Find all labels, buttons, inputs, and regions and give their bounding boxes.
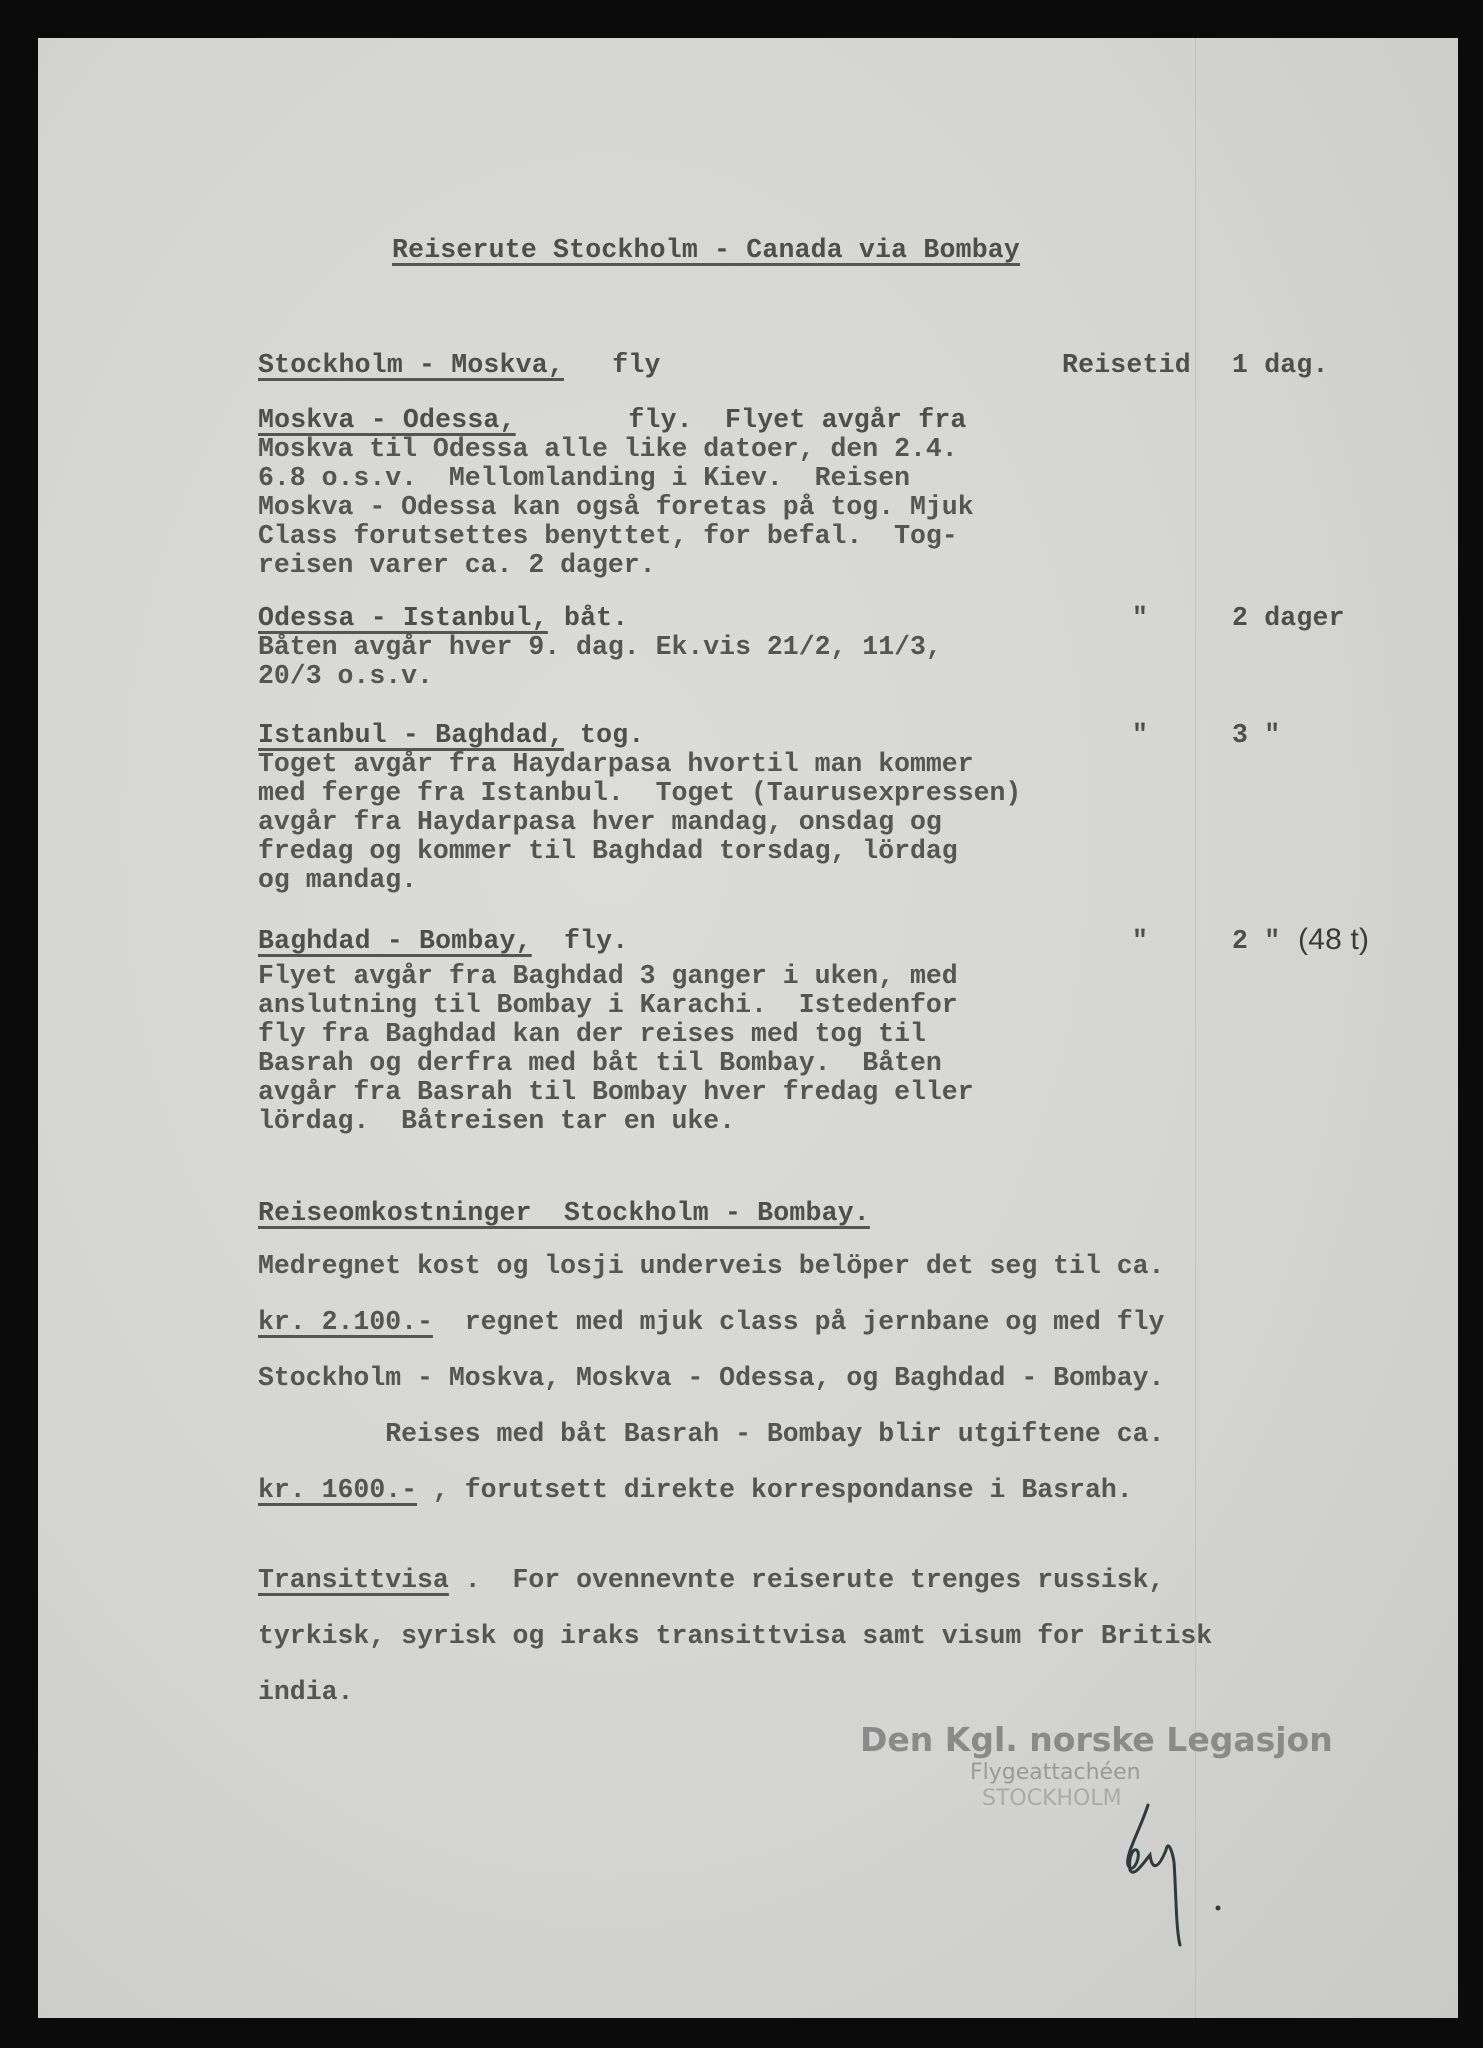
leg-duration: 2 dager bbox=[1232, 603, 1345, 633]
leg-body bbox=[258, 962, 974, 1136]
cost-amount: kr. 1600.- bbox=[258, 1475, 418, 1505]
visa-line: tyrkisk, syrisk og iraks transittvisa samt visum for Britisk bbox=[258, 1621, 1213, 1651]
body-line: avgår fra Basrah til Bombay hver fredag eller bbox=[258, 1077, 974, 1107]
leg-duration: 3 " bbox=[1232, 720, 1281, 750]
leg-duration-label: Reisetid bbox=[1062, 350, 1191, 380]
visa-line bbox=[258, 1552, 1212, 1608]
leg-heading: Stockholm - Moskva, bbox=[258, 350, 564, 380]
leg-heading-line bbox=[258, 604, 628, 633]
visa-heading: Transittvisa bbox=[258, 1565, 449, 1595]
body-line: Moskva - Odessa kan også foretas på tog. Mjuk bbox=[258, 492, 974, 522]
stamp-line: Den Kgl. norske Legasjon bbox=[860, 1720, 1333, 1759]
costs-line bbox=[258, 1462, 1164, 1518]
body-line: Toget avgår fra Haydarpasa hvortil man kommer bbox=[258, 749, 974, 779]
leg-duration: 2 " bbox=[1232, 926, 1281, 956]
leg-heading-line bbox=[258, 406, 967, 435]
ditto-mark: " bbox=[1132, 720, 1149, 750]
leg-body bbox=[258, 750, 1021, 895]
stamp-line: Flygeattachéen bbox=[970, 1760, 1141, 1785]
leg-mode: fly bbox=[563, 350, 661, 380]
body-line: Basrah og derfra med båt til Bombay. Båten bbox=[258, 1048, 942, 1078]
costs-line-text: , forutsett direkte korrespondanse i Basrah. bbox=[417, 1475, 1133, 1505]
leg-heading: Moskva - Odessa, bbox=[258, 405, 516, 435]
body-line: Moskva til Odessa alle like datoer, den 2.4. bbox=[258, 434, 958, 464]
body-line: anslutning til Bombay i Karachi. Istedenfor bbox=[258, 990, 958, 1020]
document-title: Reiserute Stockholm - Canada via Bombay bbox=[392, 235, 1021, 265]
ditto-mark: " bbox=[1132, 926, 1149, 956]
body-line: Båten avgår hver 9. dag. Ek.vis 21/2, 11/3, bbox=[258, 632, 942, 662]
stamp-line: STOCKHOLM bbox=[982, 1786, 1122, 1811]
signature-icon bbox=[1110, 1800, 1240, 1970]
costs-line-text: regnet med mjuk class på jernbane og med fly bbox=[432, 1307, 1165, 1337]
leg-heading: Istanbul - Baghdad, bbox=[258, 720, 564, 750]
leg-mode: fly. Flyet avgår fra bbox=[515, 405, 967, 435]
body-line: 20/3 o.s.v. bbox=[258, 661, 433, 691]
costs-line: Medregnet kost og losji underveis belöper det seg til ca. bbox=[258, 1251, 1165, 1281]
leg-body bbox=[258, 435, 974, 580]
leg-heading: Baghdad - Bombay, bbox=[258, 926, 532, 956]
body-line: fly fra Baghdad kan der reises med tog til bbox=[258, 1019, 926, 1049]
leg-heading-line bbox=[258, 721, 644, 750]
leg-heading-line bbox=[258, 351, 661, 380]
visa-line: india. bbox=[258, 1677, 354, 1707]
leg-mode: tog. bbox=[563, 720, 645, 750]
body-line: lördag. Båtreisen tar en uke. bbox=[258, 1106, 736, 1136]
cost-amount: kr. 2.100.- bbox=[258, 1307, 433, 1337]
body-line: avgår fra Haydarpasa hver mandag, onsdag og bbox=[258, 807, 942, 837]
leg-heading-line bbox=[258, 927, 628, 956]
body-line: fredag og kommer til Baghdad torsdag, lördag bbox=[258, 836, 958, 866]
leg-duration: 1 dag. bbox=[1232, 350, 1329, 380]
body-line: med ferge fra Istanbul. Toget (Taurusexpressen) bbox=[258, 778, 1022, 808]
body-line: Flyet avgår fra Baghdad 3 ganger i uken, med bbox=[258, 961, 958, 991]
visa-section bbox=[258, 1552, 1212, 1720]
handwritten-note: (48 t) bbox=[1298, 923, 1370, 956]
costs-line: Reises med båt Basrah - Bombay blir utgiftene ca. bbox=[258, 1419, 1165, 1449]
leg-mode: båt. bbox=[547, 603, 629, 633]
leg-mode: fly. bbox=[531, 926, 629, 956]
costs-heading: Reiseomkostninger Stockholm - Bombay. bbox=[258, 1198, 870, 1228]
costs-body bbox=[258, 1238, 1164, 1518]
body-line: reisen varer ca. 2 dager. bbox=[258, 550, 656, 580]
costs-line: Stockholm - Moskva, Moskva - Odessa, og Baghdad - Bombay. bbox=[258, 1363, 1165, 1393]
visa-line-text: . For ovennevnte reiserute trenges russisk, bbox=[448, 1565, 1165, 1595]
body-line: Class forutsettes benyttet, for befal. Tog- bbox=[258, 521, 958, 551]
body-line: 6.8 o.s.v. Mellomlanding i Kiev. Reisen bbox=[258, 463, 911, 493]
leg-body bbox=[258, 633, 942, 691]
ditto-mark: " bbox=[1132, 603, 1149, 633]
leg-heading: Odessa - Istanbul, bbox=[258, 603, 548, 633]
body-line: og mandag. bbox=[258, 865, 418, 895]
costs-line bbox=[258, 1294, 1164, 1350]
